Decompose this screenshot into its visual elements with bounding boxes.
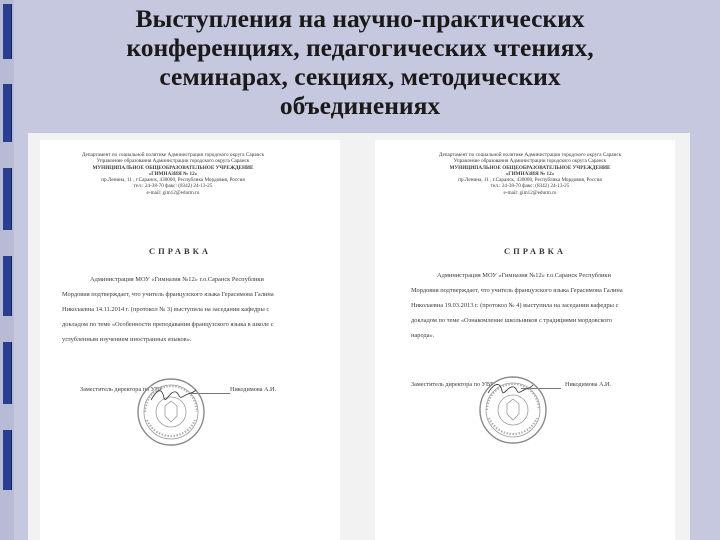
header-line: «ГИМНАЗИЯ № 12» bbox=[505, 170, 555, 177]
document-header bbox=[415, 152, 645, 196]
document-body bbox=[411, 268, 661, 343]
header-line: «ГИМНАЗИЯ № 12» bbox=[148, 170, 198, 177]
body-line: углубленным изучением иностранных языков». bbox=[62, 336, 192, 343]
body-line: Николаевна 14.11.2014 г. (протокол № 3) выступила на заседании кафедры с bbox=[62, 306, 270, 313]
bar-mark bbox=[3, 342, 12, 404]
signature-name: Никодимова А.И. bbox=[565, 381, 612, 388]
header-line: Управление образования Администрации городского округа Саранск bbox=[453, 158, 607, 165]
title-line: семинарах, секциях, методических bbox=[159, 62, 561, 91]
header-line: Департамент по социальной политике Администрации городского округа Саранск bbox=[438, 152, 622, 158]
body-line: докладом по теме «Особенности преподавания французского языка в школе с bbox=[62, 321, 274, 328]
certificate-document-right bbox=[375, 140, 675, 540]
signature-title: Заместитель директора по УВР bbox=[80, 386, 163, 393]
header-line: пр.Ленина, 11 , г.Саранск, 430000, Республика Мордовия, Россия bbox=[458, 177, 602, 184]
body-line: Мордовия подтверждает, что учитель французского языка Герасимова Галина bbox=[62, 291, 274, 298]
certificate-document-left bbox=[40, 140, 340, 540]
header-line: МУНИЦИПАЛЬНОЕ ОБЩЕОБРАЗОВАТЕЛЬНОЕ УЧРЕЖДЕНИЕ bbox=[92, 164, 254, 171]
bar-mark bbox=[3, 256, 12, 316]
bar-mark bbox=[3, 4, 12, 59]
bar-mark bbox=[3, 430, 12, 490]
body-line: докладом по теме «Ознакомление школьников с традициями мордовского bbox=[411, 317, 613, 324]
title-line: конференциях, педагогических чтениях, bbox=[126, 33, 594, 62]
document-title: СПРАВКА bbox=[504, 246, 566, 256]
handwritten-signature-icon bbox=[485, 378, 535, 400]
header-line: пр.Ленина, 11 , г.Саранск, 430000, Республика Мордовия, Россия bbox=[101, 177, 245, 184]
body-line: Администрация МОУ «Гимназия №12» г.о.Саранск Республики bbox=[90, 276, 264, 283]
signature-title: Заместитель директора по УВР bbox=[411, 381, 494, 388]
left-decorative-bar bbox=[0, 0, 14, 540]
title-line: объединениях bbox=[279, 91, 441, 120]
header-line: Департамент по социальной политике Администрации городского округа Саранск bbox=[81, 152, 265, 158]
header-line: МУНИЦИПАЛЬНОЕ ОБЩЕОБРАЗОВАТЕЛЬНОЕ УЧРЕЖДЕНИЕ bbox=[449, 164, 611, 171]
body-line: Мордовия подтверждает, что учитель французского языка Герасимова Галина bbox=[411, 287, 623, 294]
header-line: Управление образования Администрации городского округа Саранск bbox=[96, 158, 250, 165]
header-line: e-mail: gim12@edurm.ru bbox=[146, 189, 200, 196]
slide-title bbox=[60, 4, 660, 120]
document-title: СПРАВКА bbox=[149, 246, 211, 256]
bar-mark bbox=[3, 84, 12, 142]
signature-name: Никодимова А.И. bbox=[230, 386, 277, 393]
body-line: Николаевна 19.03.2013 г. (протокол № 4) выступила на заседании кафедры с bbox=[411, 302, 619, 309]
header-line: e-mail: gim12@edurm.ru bbox=[503, 189, 557, 196]
document-body bbox=[62, 272, 312, 347]
body-line: Администрация МОУ «Гимназия №12» г.о.Саранск Республики bbox=[437, 272, 611, 279]
bar-mark bbox=[3, 168, 12, 230]
handwritten-signature-icon bbox=[148, 384, 198, 406]
header-line: тел.: 24-38-70 факс: (8342) 24-13-25 bbox=[133, 183, 213, 190]
header-line: тел.: 24-38-70 факс: (8342) 24-13-25 bbox=[490, 183, 570, 190]
document-header bbox=[58, 152, 288, 196]
title-line: Выступления на научно-практических bbox=[135, 4, 585, 33]
body-line: народа». bbox=[411, 332, 435, 339]
